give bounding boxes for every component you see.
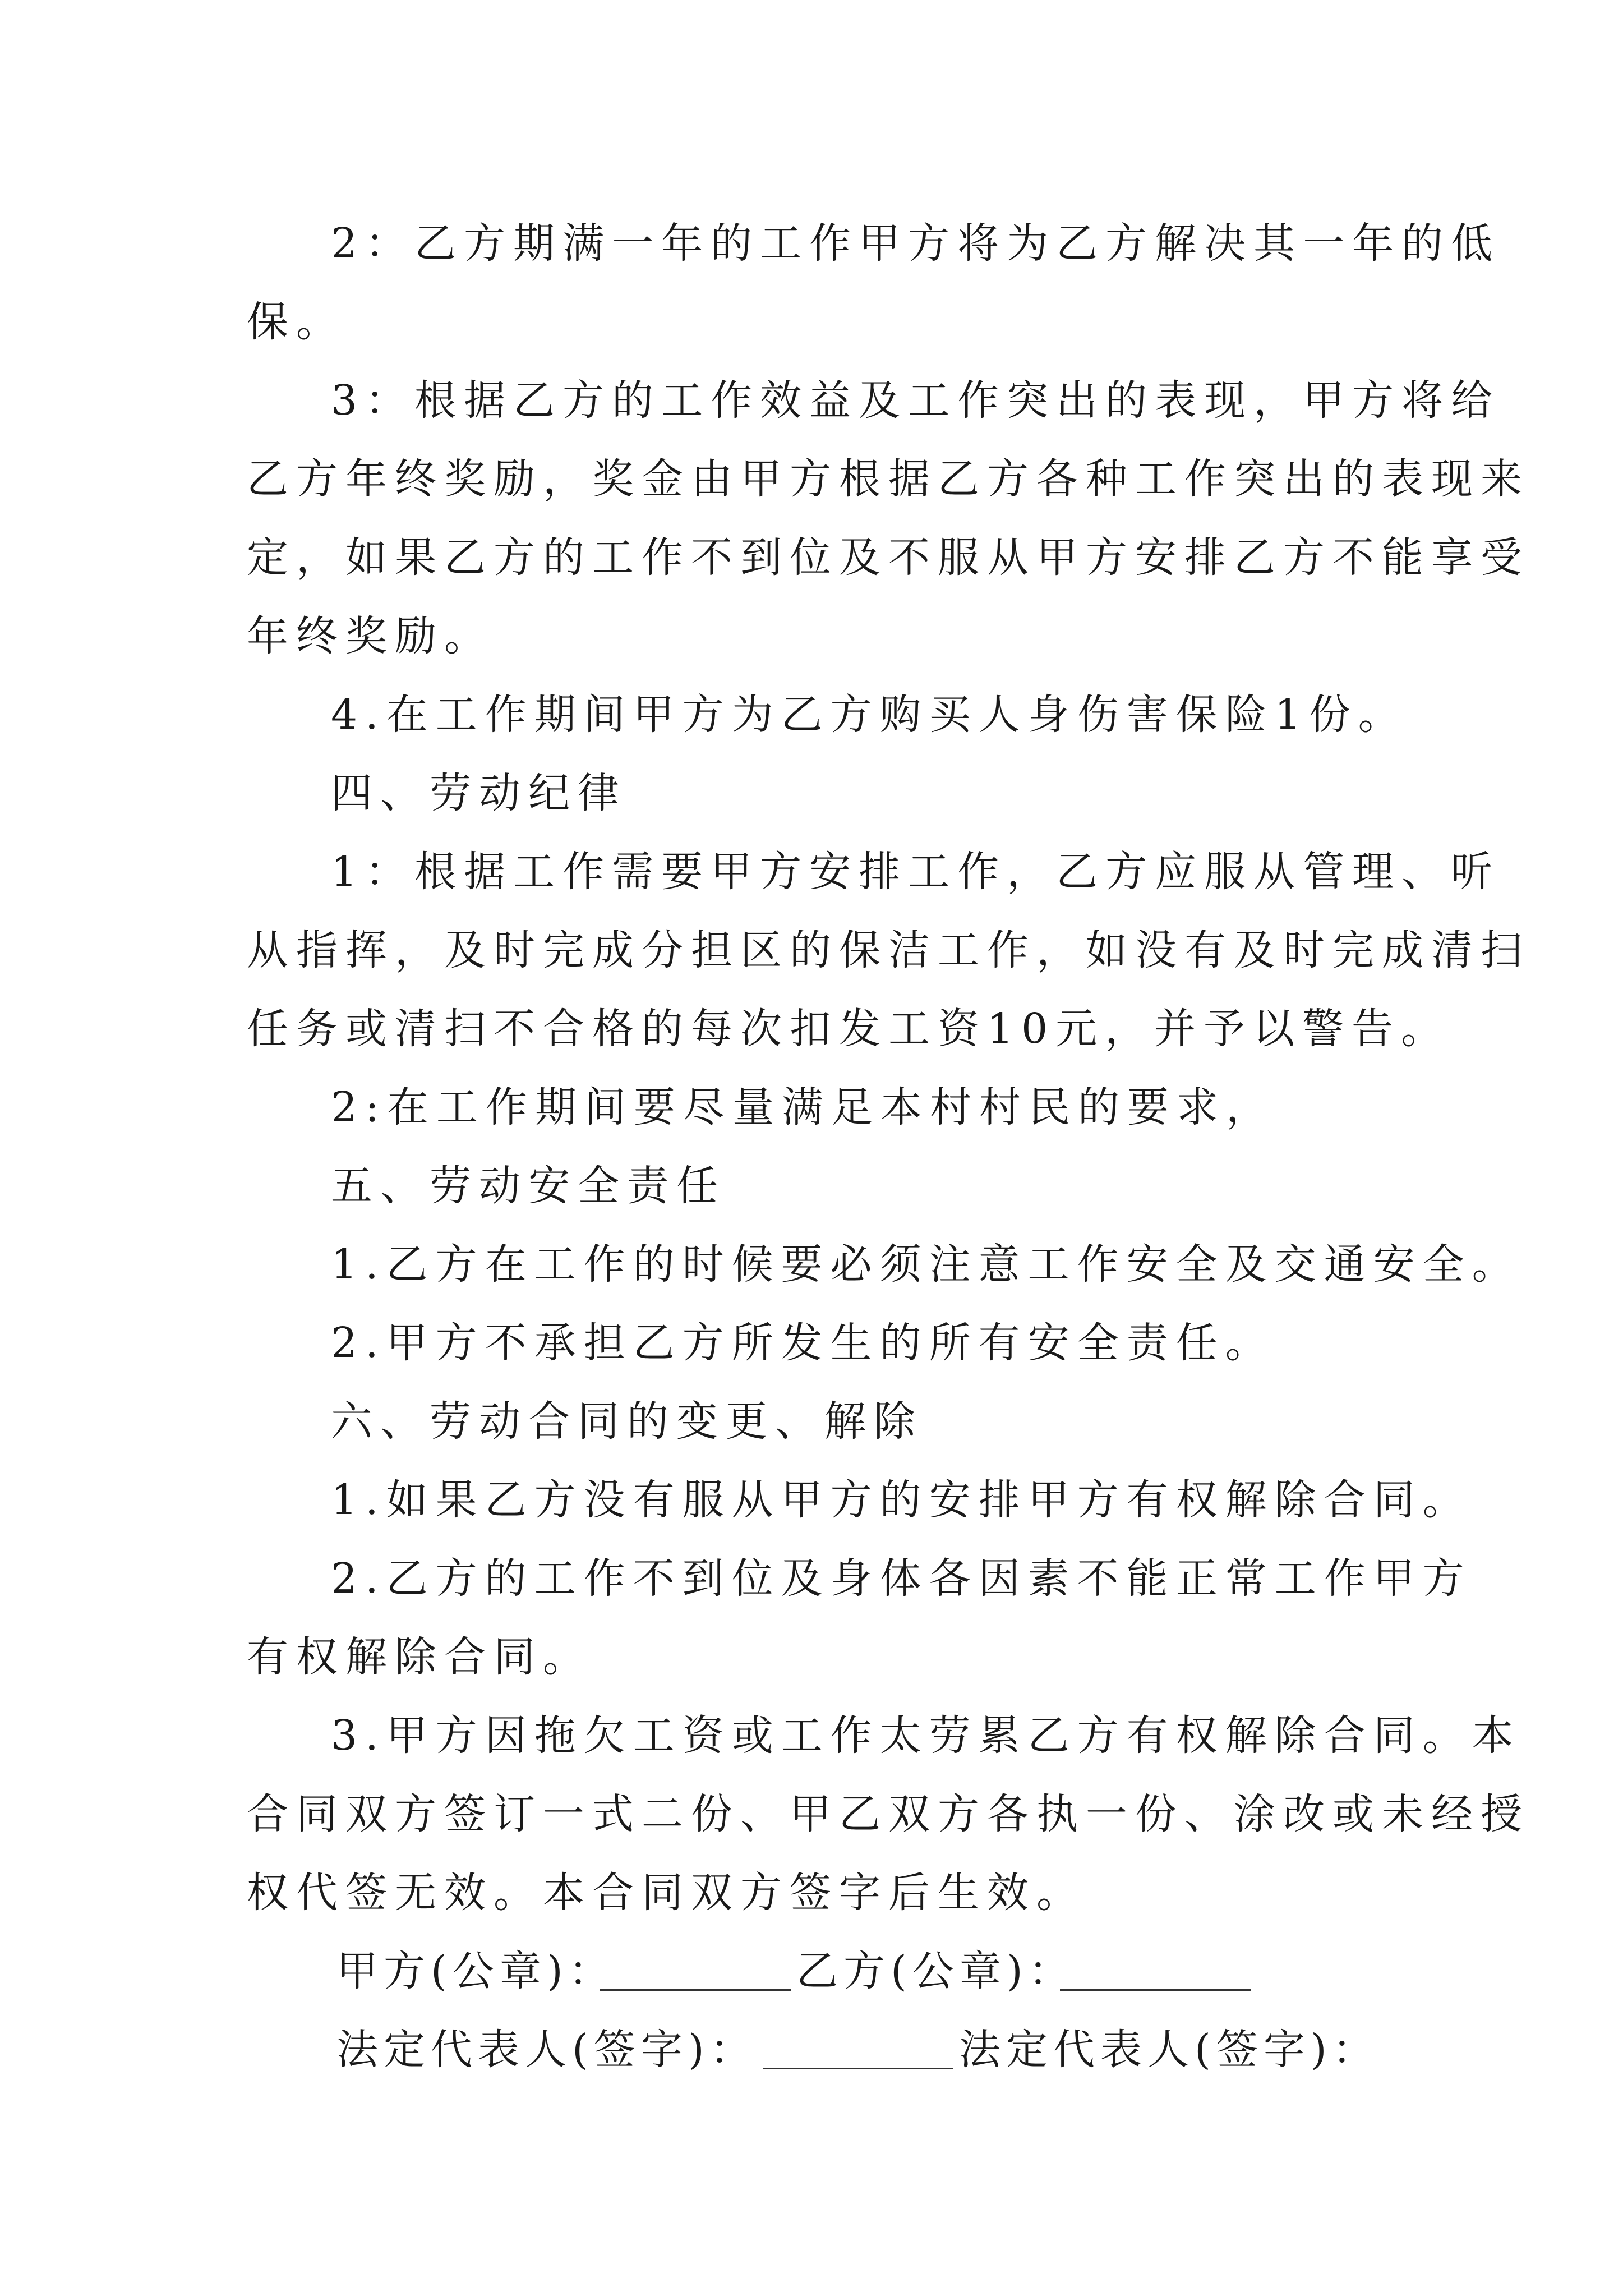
paragraph-line: 从指挥，及时完成分担区的保洁工作，如没有及时完成清扫 bbox=[247, 926, 1530, 974]
paragraph-line: 年终奖励。 bbox=[247, 612, 494, 660]
paragraph-line: 2：乙方期满一年的工作甲方将为乙方解决其一年的低 bbox=[331, 219, 1501, 268]
section-heading: 四、劳动纪律 bbox=[331, 769, 627, 817]
paragraph-line: 定，如果乙方的工作不到位及不服从甲方安排乙方不能享受 bbox=[247, 533, 1530, 582]
party-b-seal-label: 乙方(公章)： bbox=[796, 1947, 1076, 1995]
paragraph-line: 4.在工作期间甲方为乙方购买人身伤害保险1份。 bbox=[331, 691, 1408, 739]
paragraph-line: 有权解除合同。 bbox=[247, 1633, 592, 1681]
paragraph-line: 2:在工作期间要尽量满足本村村民的要求， bbox=[331, 1083, 1276, 1131]
paragraph-line: 3：根据乙方的工作效益及工作突出的表现，甲方将给 bbox=[331, 376, 1501, 425]
paragraph-line: 2.乙方的工作不到位及身体各因素不能正常工作甲方 bbox=[331, 1554, 1472, 1603]
party-a-rep-label: 法定代表人(签字)： bbox=[336, 2026, 757, 2074]
party-a-seal-label: 甲方(公章)： bbox=[336, 1947, 616, 1995]
paragraph-line: 任务或清扫不合格的每次扣发工资10元，并予以警告。 bbox=[247, 1005, 1451, 1053]
paragraph-line: 1.如果乙方没有服从甲方的安排甲方有权解除合同。 bbox=[331, 1476, 1472, 1524]
paragraph-line: 3.甲方因拖欠工资或工作太劳累乙方有权解除合同。本 bbox=[331, 1711, 1521, 1760]
party-b-seal-blank bbox=[1060, 1989, 1251, 1991]
paragraph-line: 权代签无效。本合同双方签字后生效。 bbox=[247, 1869, 1086, 1917]
paragraph-line: 1：根据工作需要甲方安排工作，乙方应服从管理、听 bbox=[331, 848, 1501, 896]
party-a-seal-blank bbox=[600, 1989, 791, 1991]
paragraph-line: 乙方年终奖励，奖金由甲方根据乙方各种工作突出的表现来 bbox=[247, 455, 1530, 503]
paragraph-line: 合同双方签订一式二份、甲乙双方各执一份、涂改或未经授 bbox=[247, 1790, 1530, 1838]
section-heading: 五、劳动安全责任 bbox=[331, 1162, 726, 1210]
party-b-rep-label: 法定代表人(签字)： bbox=[959, 2026, 1380, 2074]
paragraph-line: 2.甲方不承担乙方所发生的所有安全责任。 bbox=[331, 1319, 1275, 1367]
paragraph-line: 保。 bbox=[247, 298, 345, 346]
section-heading: 六、劳动合同的变更、解除 bbox=[331, 1397, 923, 1446]
paragraph-line: 1.乙方在工作的时候要必须注意工作安全及交通安全。 bbox=[331, 1240, 1521, 1289]
party-a-rep-blank bbox=[763, 2068, 953, 2069]
